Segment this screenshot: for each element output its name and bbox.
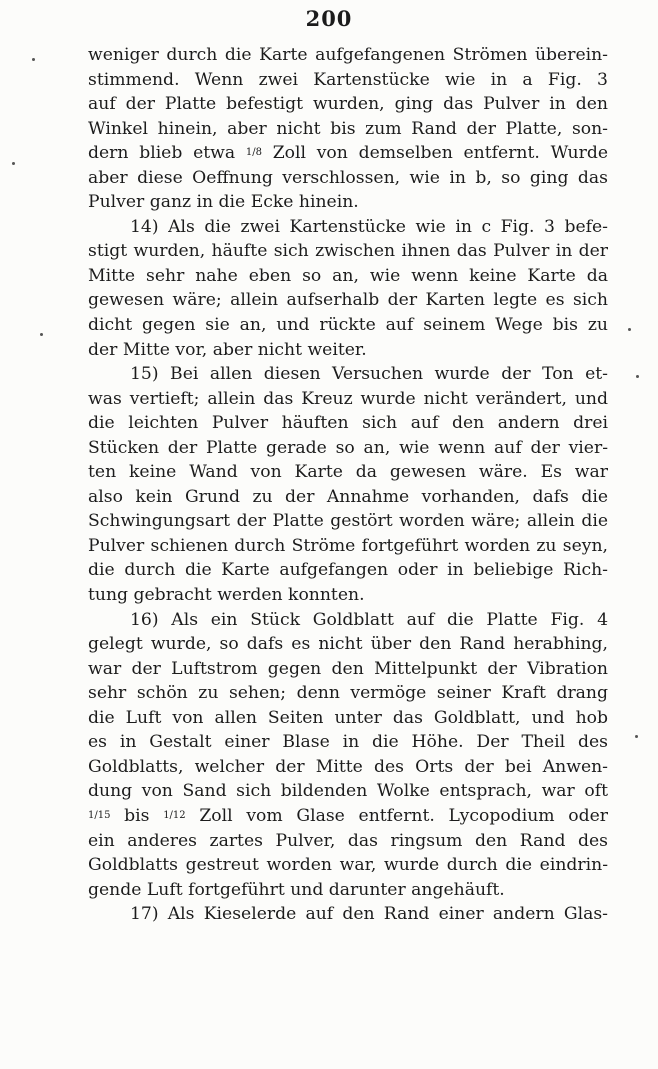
text-line: dung von Sand sich bildenden Wolke entsprach, war oft — [88, 781, 608, 802]
text-run: bis — [110, 805, 164, 826]
text-line: dicht gegen sie an, und rückte auf seinem Wege bis zu — [88, 315, 608, 336]
text-run: Zoll von demselben entfernt. Wurde — [261, 143, 609, 164]
fraction: 1/8 — [245, 147, 262, 159]
text-line: der Mitte vor, aber nicht weiter. — [88, 339, 367, 360]
text-line: auf der Platte befestigt wurden, ging das Pulver in den — [88, 94, 608, 115]
text-line: was vertieft; allein das Kreuz wurde nicht verändert, und — [88, 388, 608, 409]
text-line: die Luft von allen Seiten unter das Goldblatt, und hob — [88, 707, 608, 728]
paper-speck — [12, 162, 15, 165]
paper-speck — [628, 328, 631, 331]
text-line: Goldblatts, welcher der Mitte des Orts der bei Anwen- — [88, 756, 608, 777]
text-line: die durch die Karte aufgefangen oder in beliebige Rich- — [88, 560, 608, 581]
text-line: sehr schön zu sehen; denn vermöge seiner Kraft drang — [88, 683, 608, 704]
text-line: Schwingungsart der Platte gestört worden wäre; allein die — [88, 511, 608, 532]
text-run: dern blieb etwa — [88, 143, 246, 164]
text-line: ein anderes zartes Pulver, das ringsum den Rand des — [88, 830, 608, 851]
fraction: 1/12 — [163, 809, 186, 821]
text-line: aber diese Oeffnung verschlossen, wie in b, so ging das — [88, 167, 608, 188]
text-line: weniger durch die Karte aufgefangenen Strömen überein- — [88, 45, 608, 65]
text-line: die leichten Pulver häuften sich auf den andern drei — [88, 413, 608, 434]
text-line: 14) Als die zwei Kartenstücke wie in c Fig. 3 befe- — [130, 216, 608, 237]
text-line: gelegt wurde, so dafs es nicht über den Rand herabhing, — [88, 634, 608, 655]
text-line: also kein Grund zu der Annahme vorhanden, dafs die — [88, 486, 608, 507]
text-line: Goldblatts gestreut worden war, wurde durch die eindrin- — [88, 855, 608, 876]
paper-speck — [635, 735, 638, 738]
text-line: ten keine Wand von Karte da gewesen wäre. Es war — [88, 462, 608, 483]
text-line: 15) Bei allen diesen Versuchen wurde der Ton et- — [130, 364, 608, 385]
text-run: Zoll vom Glase entfernt. Lycopodium oder — [185, 805, 608, 826]
text-line: war der Luftstrom gegen den Mittelpunkt der Vibration — [88, 658, 608, 679]
fraction: 1/15 — [88, 809, 111, 821]
text-line: Stücken der Platte gerade so an, wie wenn auf der vier- — [88, 437, 608, 458]
text-line: Pulver schienen durch Ströme fortgeführt worden zu seyn, — [88, 535, 608, 556]
text-line: 16) Als ein Stück Goldblatt auf die Platte Fig. 4 — [130, 609, 608, 630]
page-number: 200 — [305, 6, 353, 31]
text-line: stigt wurden, häufte sich zwischen ihnen das Pulver in der — [88, 241, 608, 262]
text-line: es in Gestalt einer Blase in die Höhe. Der Theil des — [88, 732, 608, 753]
text-line — [88, 141, 608, 166]
text-line: stimmend. Wenn zwei Kartenstücke wie in a Fig. 3 — [88, 69, 608, 90]
paper-speck — [40, 333, 43, 336]
text-line — [88, 804, 608, 829]
text-line: gende Luft fortgeführt und darunter angehäuft. — [88, 879, 505, 900]
body-text — [88, 43, 608, 927]
text-line: Mitte sehr nahe eben so an, wie wenn keine Karte da — [88, 265, 608, 286]
text-line: 17) Als Kieselerde auf den Rand einer andern Glas- — [130, 904, 608, 925]
text-line: gewesen wäre; allein aufserhalb der Karten legte es sich — [88, 290, 608, 311]
text-line: tung gebracht werden konnten. — [88, 585, 365, 606]
paper-speck — [32, 58, 35, 61]
paper-speck — [636, 375, 639, 378]
text-line: Winkel hinein, aber nicht bis zum Rand der Platte, son- — [88, 118, 608, 139]
text-line: Pulver ganz in die Ecke hinein. — [88, 192, 359, 213]
